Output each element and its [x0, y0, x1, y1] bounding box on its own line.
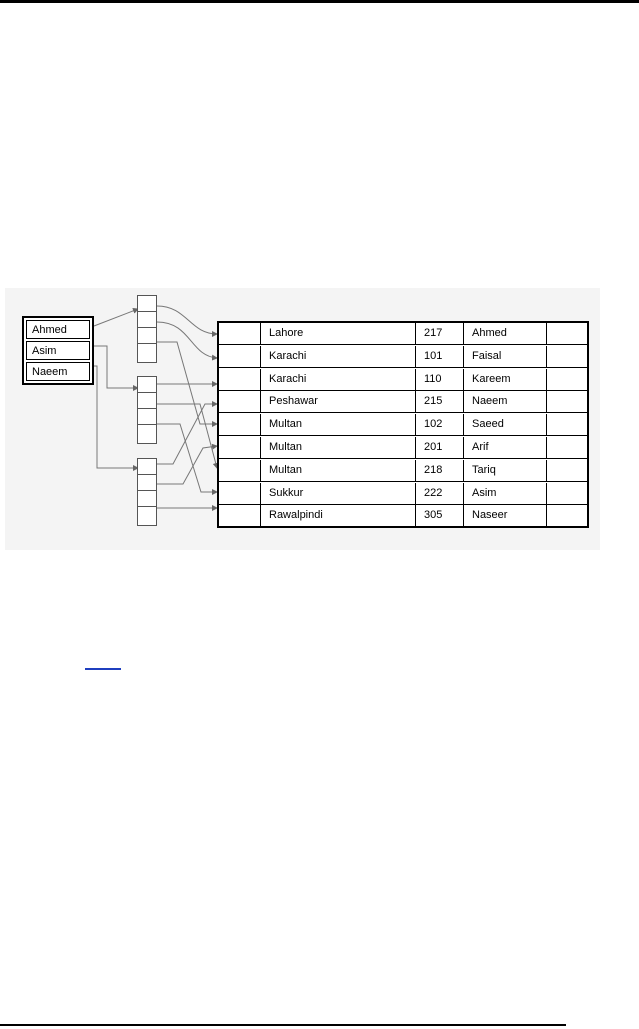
record-name: Faisal [464, 346, 547, 368]
pointer-bucket [137, 295, 157, 363]
record-city: Multan [261, 460, 416, 482]
record-blank-cell [219, 346, 261, 368]
secondary-index-box [22, 316, 94, 385]
record-id: 102 [416, 414, 464, 436]
record-city: Multan [261, 414, 416, 436]
record-id: 305 [416, 505, 464, 527]
pointer-bucket [137, 376, 157, 444]
record-city: Karachi [261, 346, 416, 368]
index-pointer-diagram [5, 288, 600, 550]
index-entry: Naeem [26, 362, 90, 381]
record-row [219, 323, 587, 345]
arrow-b1-s3 [157, 342, 217, 424]
record-name: Ahmed [464, 323, 547, 345]
record-name: Kareem [464, 369, 547, 391]
hyperlink-underline[interactable] [85, 668, 121, 670]
data-records-table [217, 321, 589, 528]
arrow-b2-s2 [157, 404, 217, 468]
arrow-b1-s1 [157, 306, 217, 334]
record-city: Sukkur [261, 483, 416, 505]
bucket-slot [138, 507, 156, 525]
record-blank-cell [547, 505, 587, 527]
arrow-asim-bucket [94, 346, 138, 388]
record-blank-cell [547, 460, 587, 482]
record-city: Karachi [261, 369, 416, 391]
bucket-slot [138, 328, 156, 344]
record-name: Naseer [464, 505, 547, 527]
arrow-b1-s2 [157, 322, 217, 358]
index-entry: Ahmed [26, 320, 90, 339]
record-blank-cell [547, 369, 587, 391]
record-row [219, 391, 587, 413]
record-blank-cell [219, 483, 261, 505]
record-id: 110 [416, 369, 464, 391]
record-blank-cell [547, 323, 587, 345]
record-row [219, 369, 587, 391]
arrow-naeem-bucket [94, 366, 138, 468]
bucket-slot [138, 393, 156, 409]
bucket-slot [138, 344, 156, 362]
record-name: Naeem [464, 391, 547, 413]
bucket-slot [138, 409, 156, 425]
record-blank-cell [547, 483, 587, 505]
record-name: Asim [464, 483, 547, 505]
record-city: Rawalpindi [261, 505, 416, 527]
bucket-slot [138, 459, 156, 475]
bucket-slot [138, 377, 156, 393]
bucket-slot [138, 491, 156, 507]
pointer-bucket [137, 458, 157, 526]
record-row [219, 460, 587, 482]
record-name: Arif [464, 437, 547, 459]
record-id: 217 [416, 323, 464, 345]
arrow-b3-s2 [157, 446, 217, 484]
record-row [219, 505, 587, 527]
page-top-rule [0, 0, 639, 3]
record-id: 218 [416, 460, 464, 482]
bucket-slot [138, 312, 156, 328]
record-blank-cell [547, 414, 587, 436]
index-entry: Asim [26, 341, 90, 360]
record-row [219, 346, 587, 368]
record-blank-cell [547, 391, 587, 413]
bucket-slot [138, 425, 156, 443]
record-city: Peshawar [261, 391, 416, 413]
record-blank-cell [219, 505, 261, 527]
bucket-slot [138, 296, 156, 312]
record-blank-cell [219, 323, 261, 345]
record-blank-cell [219, 391, 261, 413]
record-id: 222 [416, 483, 464, 505]
record-name: Saeed [464, 414, 547, 436]
record-blank-cell [219, 414, 261, 436]
page-bottom-rule [0, 1024, 566, 1026]
record-id: 215 [416, 391, 464, 413]
record-row [219, 414, 587, 436]
arrow-ahmed-bucket [94, 309, 138, 326]
record-city: Lahore [261, 323, 416, 345]
record-row [219, 483, 587, 505]
record-row [219, 437, 587, 459]
record-city: Multan [261, 437, 416, 459]
record-id: 101 [416, 346, 464, 368]
record-blank-cell [547, 346, 587, 368]
bucket-slot [138, 475, 156, 491]
record-blank-cell [219, 437, 261, 459]
record-blank-cell [219, 460, 261, 482]
record-blank-cell [547, 437, 587, 459]
record-id: 201 [416, 437, 464, 459]
record-blank-cell [219, 369, 261, 391]
record-name: Tariq [464, 460, 547, 482]
